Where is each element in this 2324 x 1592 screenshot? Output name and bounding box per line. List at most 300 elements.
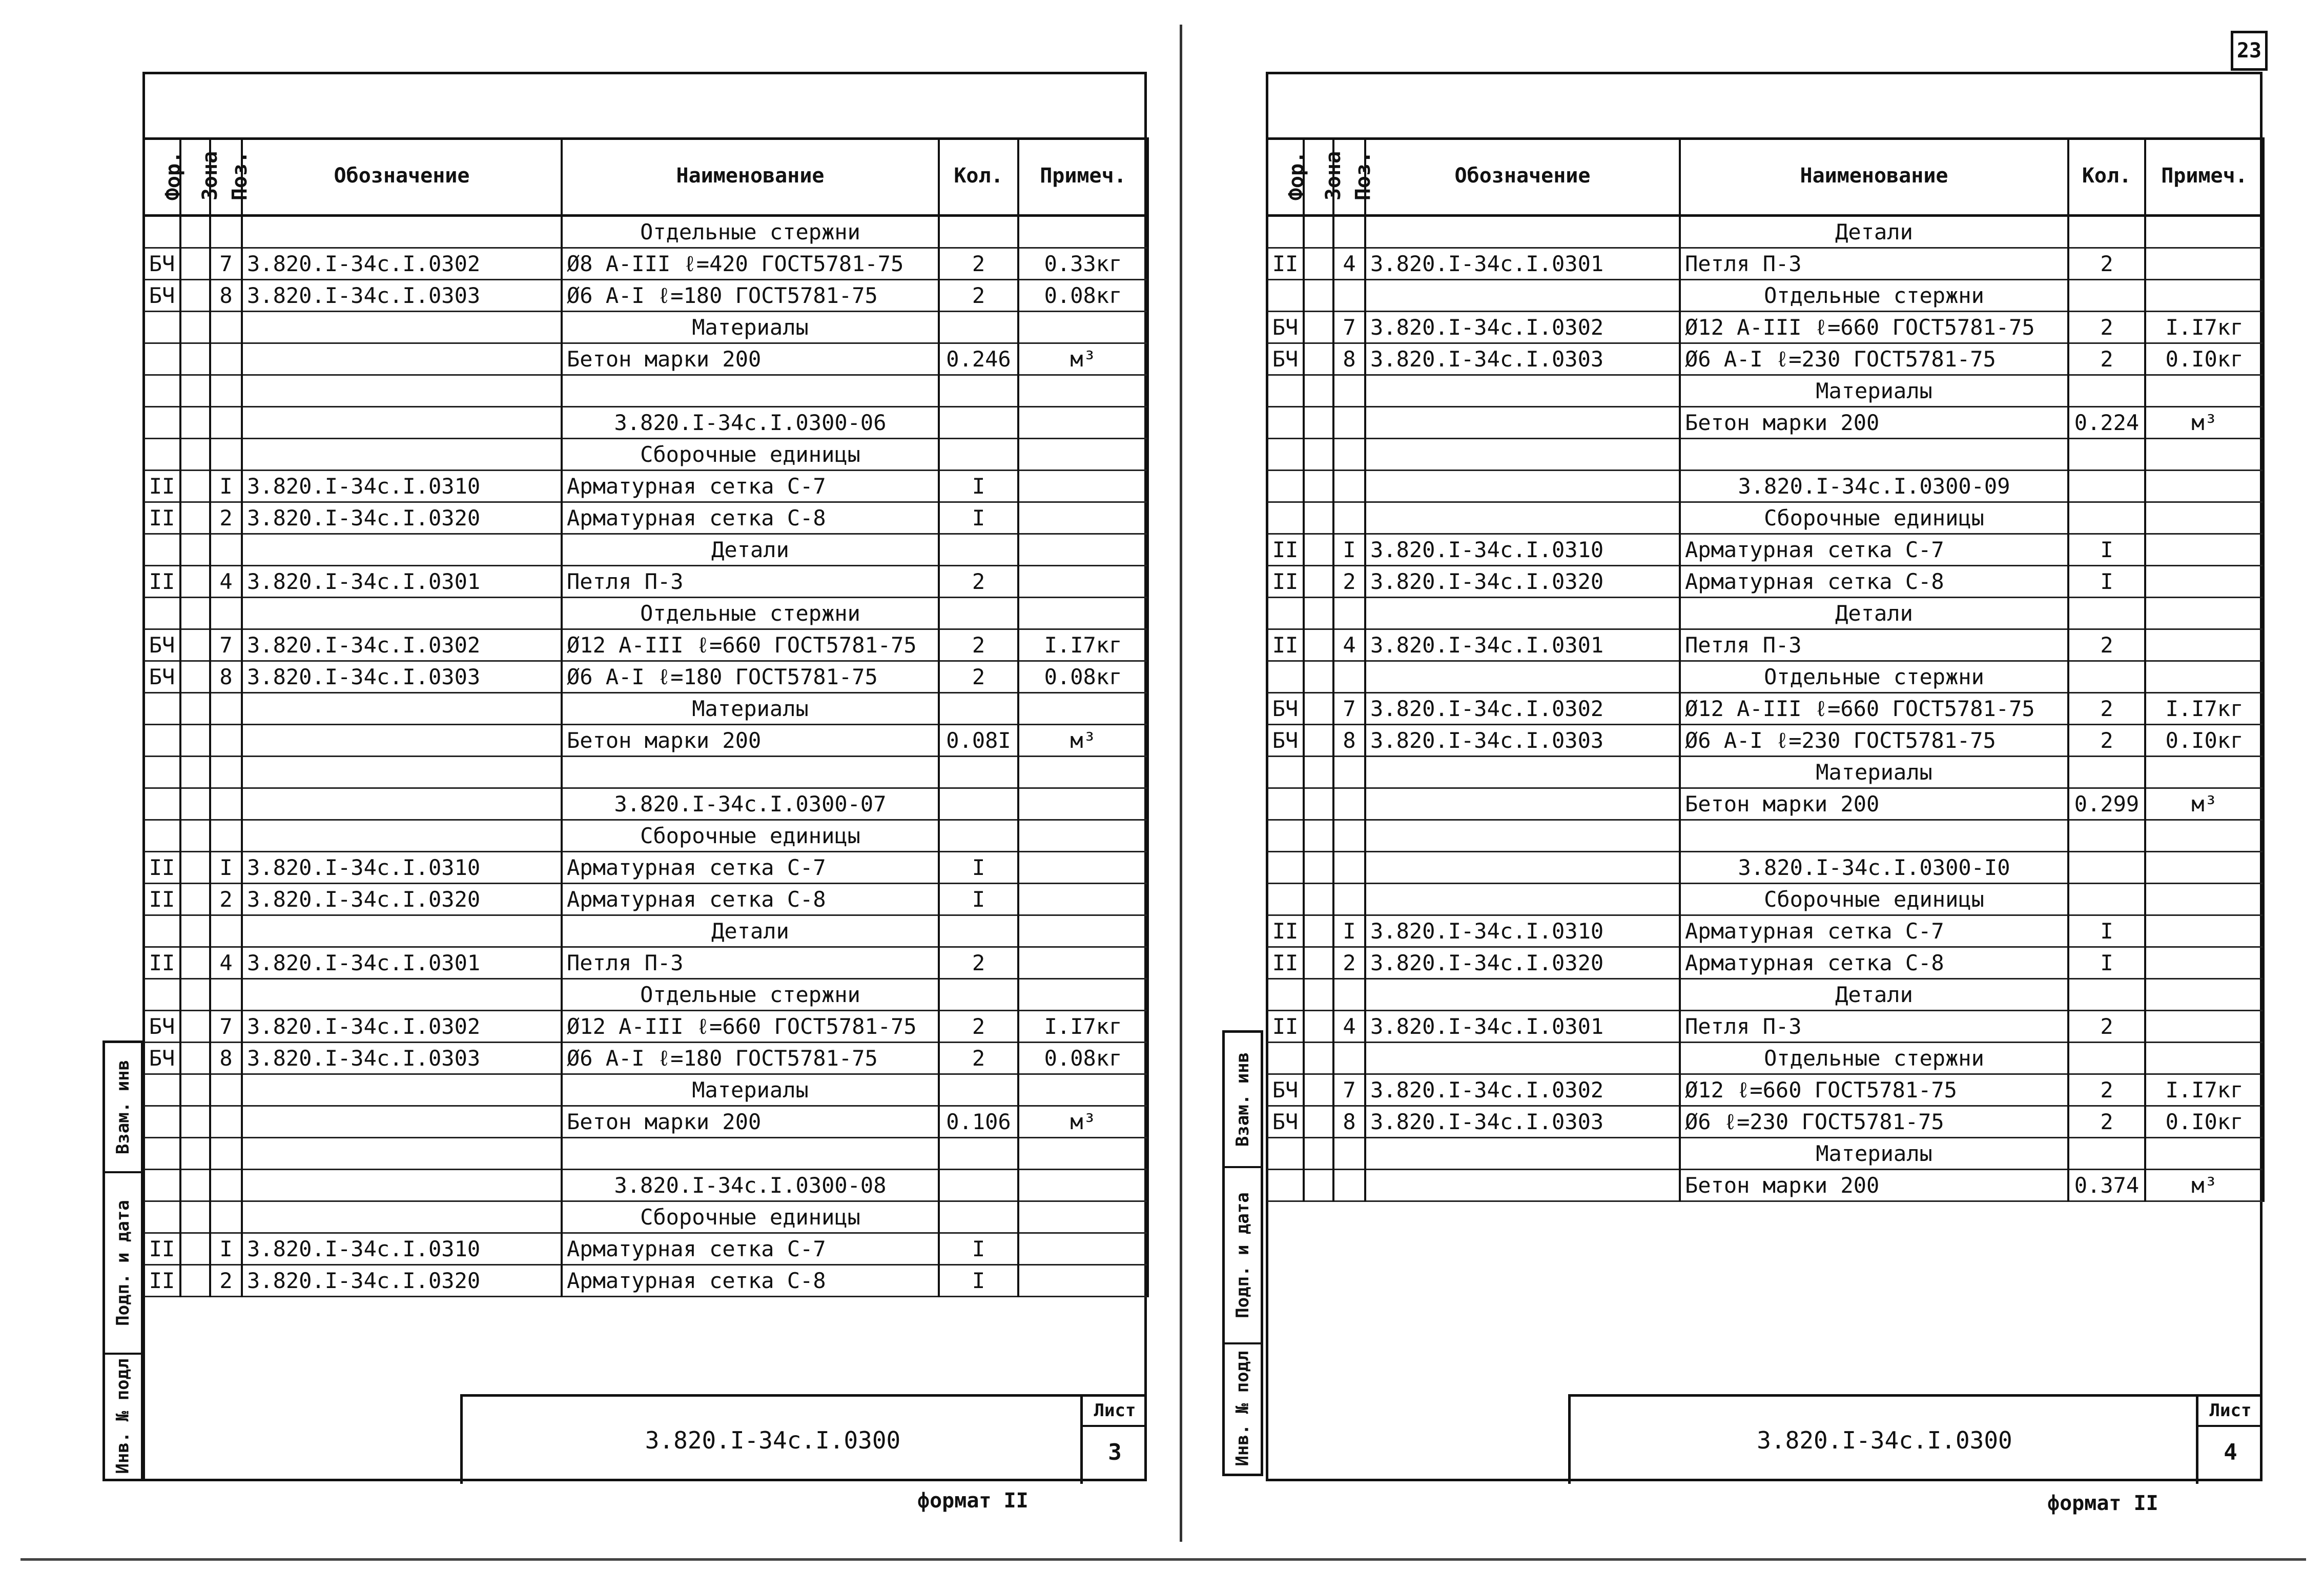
cell-format: БЧ: [1267, 1074, 1304, 1106]
cell-note: [1018, 1265, 1148, 1297]
cell-zone: [1304, 248, 1333, 280]
cell-zone: [180, 884, 210, 915]
section-row: [143, 534, 1148, 566]
cell-name: Материалы: [562, 1074, 939, 1106]
left-sidebar-stamp: [102, 1040, 143, 1481]
cell-note: [1018, 312, 1148, 343]
section-row: [143, 1074, 1148, 1106]
cell-format: [143, 693, 180, 725]
cell-note: 0.I0кг: [2145, 343, 2264, 375]
cell-note: [1018, 407, 1148, 439]
cell-name: Ø8 A-III ℓ=420 ГОСТ5781-75: [562, 248, 939, 280]
cell-pos: 8: [1333, 343, 1365, 375]
cell-name: Бетон марки 200: [562, 725, 939, 757]
cell-name: Арматурная сетка С-7: [1680, 915, 2068, 947]
right-sidebar-stamp: [1222, 1030, 1263, 1476]
cell-name: Материалы: [562, 312, 939, 343]
cell-note: [1018, 757, 1148, 788]
cell-name: [1680, 820, 2068, 852]
cell-name: [1680, 439, 2068, 471]
cell-name: 3.820.I-34c.I.0300-08: [562, 1170, 939, 1201]
sheet-number: 3: [1108, 1439, 1122, 1465]
cell-note: [2145, 248, 2264, 280]
cell-note: м³: [1018, 725, 1148, 757]
cell-name: Арматурная сетка С-8: [562, 1265, 939, 1297]
cell-zone: [1304, 757, 1333, 788]
cell-pos: 2: [1333, 947, 1365, 979]
col-format: Фор.: [143, 137, 180, 216]
cell-qty: [2068, 502, 2145, 534]
cell-zone: [180, 312, 210, 343]
cell-qty: [939, 979, 1018, 1011]
section-row: [1267, 852, 2264, 884]
cell-format: [1267, 820, 1304, 852]
cell-format: II: [143, 852, 180, 884]
cell-qty: [2068, 1138, 2145, 1170]
cell-format: [143, 1201, 180, 1233]
table-row: [143, 884, 1148, 915]
spec-rows: [1267, 216, 2264, 1201]
cell-format: [1267, 979, 1304, 1011]
cell-pos: [210, 375, 242, 407]
blank-row: [143, 1138, 1148, 1170]
format-label: формат II: [2047, 1492, 2158, 1515]
cell-designation: [242, 534, 562, 566]
table-row: [1267, 1011, 2264, 1043]
cell-qty: 2: [939, 661, 1018, 693]
cell-zone: [1304, 216, 1333, 248]
cell-zone: [1304, 947, 1333, 979]
cell-qty: [2068, 280, 2145, 312]
cell-pos: [1333, 852, 1365, 884]
cell-qty: I: [939, 1265, 1018, 1297]
cell-note: [2145, 915, 2264, 947]
cell-designation: 3.820.I-34c.I.0303: [242, 280, 562, 312]
cell-designation: [1365, 375, 1680, 407]
cell-zone: [180, 439, 210, 471]
cell-pos: 8: [1333, 725, 1365, 757]
blank-row: [1267, 820, 2264, 852]
cell-qty: 2: [939, 1011, 1018, 1043]
section-row: [1267, 884, 2264, 915]
cell-zone: [180, 725, 210, 757]
cell-format: II: [143, 884, 180, 915]
cell-zone: [180, 757, 210, 788]
cell-pos: [210, 915, 242, 947]
cell-note: I.I7кг: [2145, 693, 2264, 725]
cell-pos: [210, 534, 242, 566]
cell-designation: 3.820.I-34c.I.0303: [1365, 343, 1680, 375]
cell-note: [1018, 947, 1148, 979]
cell-note: [1018, 216, 1148, 248]
cell-pos: [1333, 788, 1365, 820]
cell-zone: [180, 947, 210, 979]
cell-designation: [242, 1170, 562, 1201]
cell-zone: [180, 248, 210, 280]
cell-name: Сборочные единицы: [562, 439, 939, 471]
cell-designation: [242, 757, 562, 788]
cell-note: [2145, 566, 2264, 598]
cell-note: [1018, 534, 1148, 566]
cell-format: II: [143, 1265, 180, 1297]
cell-designation: [1365, 979, 1680, 1011]
cell-format: [1267, 280, 1304, 312]
cell-zone: [180, 1011, 210, 1043]
cell-zone: [1304, 439, 1333, 471]
cell-designation: [242, 216, 562, 248]
section-row: [143, 820, 1148, 852]
section-row: [1267, 661, 2264, 693]
cell-qty: 2: [939, 248, 1018, 280]
cell-zone: [180, 1074, 210, 1106]
cell-name: Отдельные стержни: [1680, 280, 2068, 312]
cell-note: [1018, 375, 1148, 407]
cell-pos: I: [1333, 915, 1365, 947]
cell-format: [1267, 502, 1304, 534]
cell-note: 0.08кг: [1018, 1043, 1148, 1074]
cell-qty: [2068, 471, 2145, 502]
cell-format: [1267, 439, 1304, 471]
cell-designation: 3.820.I-34c.I.0320: [1365, 947, 1680, 979]
table-row: [143, 502, 1148, 534]
cell-qty: [939, 439, 1018, 471]
cell-note: [2145, 534, 2264, 566]
cell-pos: [210, 979, 242, 1011]
table-row: [1267, 534, 2264, 566]
cell-zone: [180, 566, 210, 598]
cell-qty: [939, 1138, 1018, 1170]
cell-designation: 3.820.I-34c.I.0303: [242, 1043, 562, 1074]
col-pos: Поз.: [210, 137, 242, 216]
cell-qty: [2068, 375, 2145, 407]
cell-pos: [1333, 280, 1365, 312]
cell-name: Петля П-3: [1680, 1011, 2068, 1043]
col-name: Наименование: [562, 137, 939, 216]
cell-pos: [1333, 598, 1365, 629]
cell-zone: [180, 979, 210, 1011]
cell-format: БЧ: [1267, 725, 1304, 757]
cell-designation: 3.820.I-34c.I.0301: [242, 947, 562, 979]
cell-designation: [1365, 407, 1680, 439]
title-block: [460, 1394, 1147, 1484]
cell-note: [1018, 693, 1148, 725]
cell-format: [143, 343, 180, 375]
cell-pos: [210, 407, 242, 439]
blank-row: [143, 375, 1148, 407]
cell-note: [2145, 502, 2264, 534]
cell-note: [1018, 439, 1148, 471]
col-note: Примеч.: [1018, 137, 1148, 216]
section-row: [1267, 1043, 2264, 1074]
cell-name: Арматурная сетка С-7: [562, 1233, 939, 1265]
cell-format: [1267, 661, 1304, 693]
cell-designation: [1365, 1043, 1680, 1074]
cell-format: [143, 1074, 180, 1106]
cell-pos: [210, 693, 242, 725]
cell-format: БЧ: [143, 248, 180, 280]
cell-designation: [242, 788, 562, 820]
cell-format: [143, 375, 180, 407]
cell-qty: 0.08I: [939, 725, 1018, 757]
spec-table: [142, 137, 1149, 1297]
left-sheet: [142, 72, 1147, 1481]
cell-zone: [180, 216, 210, 248]
cell-pos: [210, 1106, 242, 1138]
cell-name: Ø6 A-I ℓ=180 ГОСТ5781-75: [562, 280, 939, 312]
cell-qty: [939, 216, 1018, 248]
cell-designation: [242, 979, 562, 1011]
cell-pos: [1333, 979, 1365, 1011]
section-row: [143, 915, 1148, 947]
table-row: [1267, 1170, 2264, 1201]
cell-format: [1267, 216, 1304, 248]
table-row: [1267, 788, 2264, 820]
section-row: [1267, 1138, 2264, 1170]
cell-qty: 2: [2068, 629, 2145, 661]
cell-zone: [180, 788, 210, 820]
table-row: [143, 566, 1148, 598]
cell-zone: [180, 661, 210, 693]
cell-name: Сборочные единицы: [1680, 502, 2068, 534]
cell-pos: [210, 757, 242, 788]
cell-name: Сборочные единицы: [1680, 884, 2068, 915]
cell-format: БЧ: [143, 1011, 180, 1043]
cell-pos: [210, 1074, 242, 1106]
cell-format: [143, 979, 180, 1011]
sidebar-cell-sign: Подп. и дата: [105, 1173, 141, 1355]
cell-name: Петля П-3: [562, 566, 939, 598]
cell-zone: [1304, 820, 1333, 852]
cell-designation: 3.820.I-34c.I.0310: [242, 852, 562, 884]
cell-qty: [2068, 598, 2145, 629]
cell-name: Арматурная сетка С-8: [1680, 947, 2068, 979]
cell-qty: I: [939, 502, 1018, 534]
cell-qty: [2068, 661, 2145, 693]
table-row: [143, 280, 1148, 312]
cell-designation: 3.820.I-34c.I.0302: [1365, 1074, 1680, 1106]
cell-zone: [1304, 884, 1333, 915]
table-row: [143, 852, 1148, 884]
cell-note: [1018, 566, 1148, 598]
cell-name: [562, 1138, 939, 1170]
cell-pos: I: [210, 1233, 242, 1265]
cell-pos: 7: [210, 248, 242, 280]
table-row: [1267, 312, 2264, 343]
cell-pos: 2: [210, 502, 242, 534]
section-row: [1267, 216, 2264, 248]
cell-designation: 3.820.I-34c.I.0310: [242, 1233, 562, 1265]
cell-name: Детали: [562, 534, 939, 566]
cell-format: II: [143, 502, 180, 534]
cell-name: Ø12 A-III ℓ=660 ГОСТ5781-75: [562, 1011, 939, 1043]
blank-row: [143, 757, 1148, 788]
cell-pos: [210, 788, 242, 820]
table-row: [143, 1011, 1148, 1043]
cell-name: Детали: [1680, 598, 2068, 629]
cell-format: [143, 788, 180, 820]
cell-zone: [1304, 1138, 1333, 1170]
cell-qty: [2068, 820, 2145, 852]
cell-format: БЧ: [1267, 693, 1304, 725]
cell-designation: [242, 343, 562, 375]
cell-note: м³: [2145, 407, 2264, 439]
cell-name: Ø12 ℓ=660 ГОСТ5781-75: [1680, 1074, 2068, 1106]
table-row: [1267, 725, 2264, 757]
cell-name: Ø12 A-III ℓ=660 ГОСТ5781-75: [562, 629, 939, 661]
cell-note: [2145, 820, 2264, 852]
cell-note: [2145, 661, 2264, 693]
cell-name: Бетон марки 200: [562, 343, 939, 375]
col-designation: Обозначение: [1365, 137, 1680, 216]
table-row: [143, 661, 1148, 693]
cell-note: [2145, 280, 2264, 312]
cell-pos: 2: [1333, 566, 1365, 598]
cell-note: [1018, 1074, 1148, 1106]
cell-format: [1267, 407, 1304, 439]
table-row: [1267, 343, 2264, 375]
cell-zone: [180, 1043, 210, 1074]
cell-note: [1018, 979, 1148, 1011]
cell-note: [1018, 502, 1148, 534]
cell-pos: I: [210, 471, 242, 502]
sheet-divider: [1180, 25, 1182, 1542]
cell-name: Ø6 A-I ℓ=230 ГОСТ5781-75: [1680, 725, 2068, 757]
cell-qty: 2: [2068, 343, 2145, 375]
cell-zone: [180, 598, 210, 629]
cell-pos: 7: [1333, 312, 1365, 343]
cell-designation: 3.820.I-34c.I.0320: [1365, 566, 1680, 598]
cell-format: [1267, 471, 1304, 502]
cell-note: [2145, 471, 2264, 502]
cell-note: [1018, 852, 1148, 884]
section-row: [143, 1201, 1148, 1233]
title-block-code: 3.820.I-34c.I.0300: [1757, 1426, 2012, 1454]
table-row: [143, 1233, 1148, 1265]
cell-name: Отдельные стержни: [562, 216, 939, 248]
table-row: [1267, 947, 2264, 979]
cell-pos: 4: [1333, 1011, 1365, 1043]
table-row: [1267, 1074, 2264, 1106]
cell-note: [1018, 1201, 1148, 1233]
cell-pos: I: [210, 852, 242, 884]
section-row: [143, 693, 1148, 725]
cell-designation: [1365, 757, 1680, 788]
cell-format: [1267, 1170, 1304, 1201]
col-note: Примеч.: [2145, 137, 2264, 216]
blank-row: [1267, 439, 2264, 471]
section-row: [143, 1170, 1148, 1201]
cell-designation: [1365, 216, 1680, 248]
cell-qty: 0.374: [2068, 1170, 2145, 1201]
cell-zone: [1304, 312, 1333, 343]
cell-name: Ø12 A-III ℓ=660 ГОСТ5781-75: [1680, 312, 2068, 343]
sheet-label: Лист: [2198, 1397, 2263, 1427]
spec-rows: [143, 216, 1148, 1297]
cell-zone: [180, 693, 210, 725]
col-format: Фор.: [1267, 137, 1304, 216]
cell-note: [2145, 439, 2264, 471]
cell-pos: [1333, 661, 1365, 693]
cell-designation: [242, 407, 562, 439]
cell-note: 0.08кг: [1018, 661, 1148, 693]
cell-format: [1267, 1138, 1304, 1170]
cell-zone: [1304, 661, 1333, 693]
section-row: [1267, 502, 2264, 534]
cell-name: Арматурная сетка С-7: [562, 471, 939, 502]
table-row: [143, 248, 1148, 280]
section-row: [1267, 375, 2264, 407]
cell-format: II: [1267, 915, 1304, 947]
cell-qty: [939, 375, 1018, 407]
cell-qty: [939, 1170, 1018, 1201]
cell-format: [1267, 598, 1304, 629]
cell-designation: [242, 725, 562, 757]
sheet-label: Лист: [1083, 1397, 1147, 1427]
cell-zone: [180, 502, 210, 534]
cell-qty: [2068, 979, 2145, 1011]
cell-format: БЧ: [1267, 343, 1304, 375]
cell-designation: [242, 312, 562, 343]
cell-pos: 2: [210, 884, 242, 915]
sheet-number-box: [2196, 1397, 2263, 1484]
cell-pos: [210, 216, 242, 248]
cell-format: II: [1267, 1011, 1304, 1043]
cell-designation: 3.820.I-34c.I.0303: [1365, 1106, 1680, 1138]
cell-name: Арматурная сетка С-7: [562, 852, 939, 884]
cell-zone: [180, 407, 210, 439]
cell-name: Сборочные единицы: [562, 820, 939, 852]
cell-name: Детали: [1680, 216, 2068, 248]
sheet-number: 4: [2224, 1439, 2237, 1465]
cell-qty: [2068, 216, 2145, 248]
cell-pos: [1333, 1043, 1365, 1074]
cell-name: Детали: [1680, 979, 2068, 1011]
cell-zone: [1304, 566, 1333, 598]
cell-format: II: [143, 471, 180, 502]
cell-pos: [1333, 1138, 1365, 1170]
cell-name: Петля П-3: [1680, 248, 2068, 280]
cell-qty: [939, 693, 1018, 725]
cell-zone: [180, 1106, 210, 1138]
col-zone: Зона: [180, 137, 210, 216]
cell-format: БЧ: [1267, 312, 1304, 343]
cell-note: [1018, 471, 1148, 502]
cell-qty: 2: [2068, 312, 2145, 343]
cell-qty: 0.224: [2068, 407, 2145, 439]
cell-note: [2145, 598, 2264, 629]
cell-name: Отдельные стержни: [562, 598, 939, 629]
cell-pos: 7: [1333, 1074, 1365, 1106]
cell-qty: [939, 1074, 1018, 1106]
cell-note: [1018, 1233, 1148, 1265]
cell-pos: [210, 1201, 242, 1233]
cell-pos: [1333, 502, 1365, 534]
cell-format: БЧ: [143, 1043, 180, 1074]
cell-name: Ø6 A-I ℓ=230 ГОСТ5781-75: [1680, 343, 2068, 375]
cell-zone: [180, 471, 210, 502]
cell-qty: [2068, 1043, 2145, 1074]
section-row: [143, 407, 1148, 439]
cell-pos: [1333, 1170, 1365, 1201]
cell-zone: [1304, 725, 1333, 757]
cell-zone: [1304, 1106, 1333, 1138]
cell-designation: [1365, 884, 1680, 915]
cell-qty: 2: [939, 947, 1018, 979]
cell-note: I.I7кг: [2145, 1074, 2264, 1106]
cell-note: [2145, 1011, 2264, 1043]
cell-format: [143, 439, 180, 471]
table-row: [143, 629, 1148, 661]
